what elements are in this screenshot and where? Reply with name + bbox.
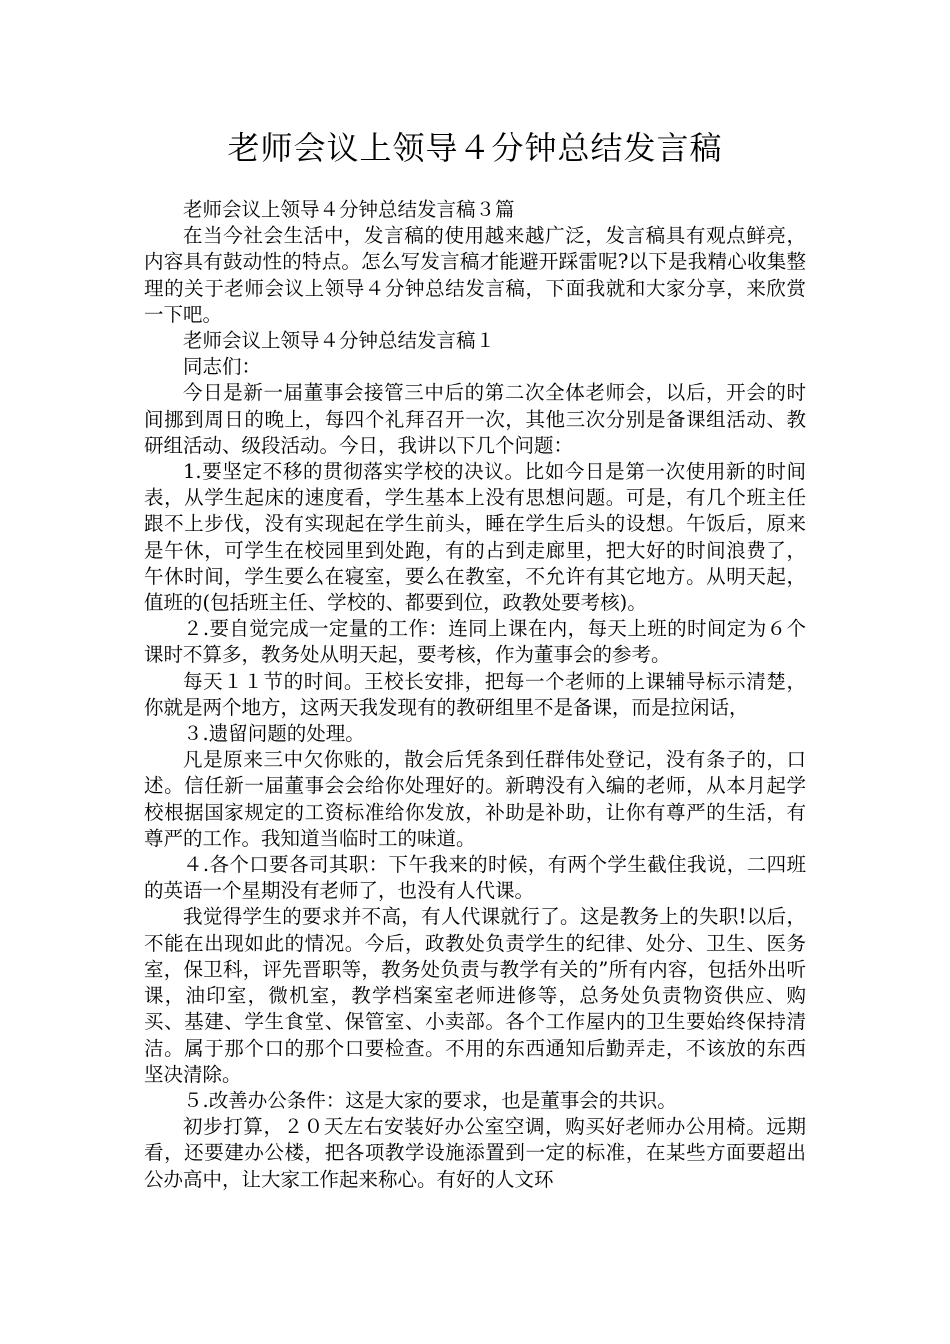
body-paragraph: 1.要坚定不移的贯彻落实学校的决议。比如今日是第一次使用新的时间表，从学生起床的速度看，学生基本上没有思想问题。可是，有几个班主任跟不上步伐，没有实现起在学生前头，睡在学生后头的设想。午饭后，原来是午休，可学生在校园里到处跑，有的占到走廊里，把大好的时间浪费了，午休时间，学生要么在寝室，要么在教室，不允许有其它地方。从明天起，值班的(包括班主任、学校的、都要到位，政教处要考核)。	[144, 460, 806, 615]
body-paragraph: ３.遗留问题的处理。	[183, 722, 365, 746]
body-paragraph: 初步打算，２０天左右安装好办公室空调，购买好老师办公用椅。远期看，还要建办公楼，把各项教学设施添置到一定的标准，在某些方面要超出公办高中，让大家工作起来称心。有好的人文环	[144, 1115, 806, 1191]
body-paragraph: ４.各个口要各司其职：下午我来的时候，有两个学生截住我说，二四班的英语一个星期没有老师了，也没有人代课。	[144, 853, 806, 903]
intro-paragraph: 在当今社会生活中，发言稿的使用越来越广泛，发言稿具有观点鲜亮，内容具有鼓动性的特点。怎么写发言稿才能避开踩雷呢?以下是我精心收集整理的关于老师会议上领导４分钟总结发言稿，下面我就和大家分享，来欣赏一下吧。	[144, 224, 806, 326]
salutation: 同志们：	[183, 355, 262, 379]
subtitle-paragraph: 老师会议上领导４分钟总结发言稿３篇	[183, 198, 515, 221]
body-paragraph: 我觉得学生的要求并不高，有人代课就行了。这是教务上的失职!以后，不能在出现如此的情况。今后，政教处负责学生的纪律、处分、卫生、医务室，保卫科，评先晋职等，教务处负责与教学有关的”所有内容，包括外出听课，油印室，微机室，教学档案室老师进修等，总务处负责物资供应、购买、基建、学生食堂、保管室、小卖部。各个工作屋内的卫生要始终保持清洁。属于那个口的那个口要检查。不用的东西通知后勤弄走，不该放的东西坚决清除。	[144, 905, 806, 1086]
section-heading: 老师会议上领导４分钟总结发言稿１	[183, 329, 496, 353]
body-paragraph: ５.改善办公条件：这是大家的要求，也是董事会的共识。	[183, 1088, 677, 1112]
document-title: 老师会议上领导４分钟总结发言稿	[227, 129, 723, 167]
document-body	[144, 197, 806, 1193]
body-paragraph: ２.要自觉完成一定量的工作：连同上课在内，每天上班的时间定为６个课时不算多，教务处从明天起，要考核，作为董事会的参考。	[144, 617, 806, 667]
body-paragraph: 今日是新一届董事会接管三中后的第二次全体老师会，以后，开会的时间挪到周日的晚上，每四个礼拜召开一次，其他三次分别是备课组活动、教研组活动、级段活动。今日，我讲以下几个问题：	[144, 381, 806, 457]
body-paragraph: 凡是原来三中欠你账的，散会后凭条到任群伟处登记，没有条子的，口述。信任新一届董事会会给你处理好的。新聘没有入编的老师，从本月起学校根据国家规定的工资标准给你发放，补助是补助，让你有尊严的生活，有尊严的工作。我知道当临时工的味道。	[144, 748, 806, 850]
body-paragraph: 每天１１节的时间。王校长安排，把每一个老师的上课辅导标示清楚，你就是两个地方，这两天我发现有的教研组里不是备课，而是拉闲话，	[144, 669, 806, 719]
